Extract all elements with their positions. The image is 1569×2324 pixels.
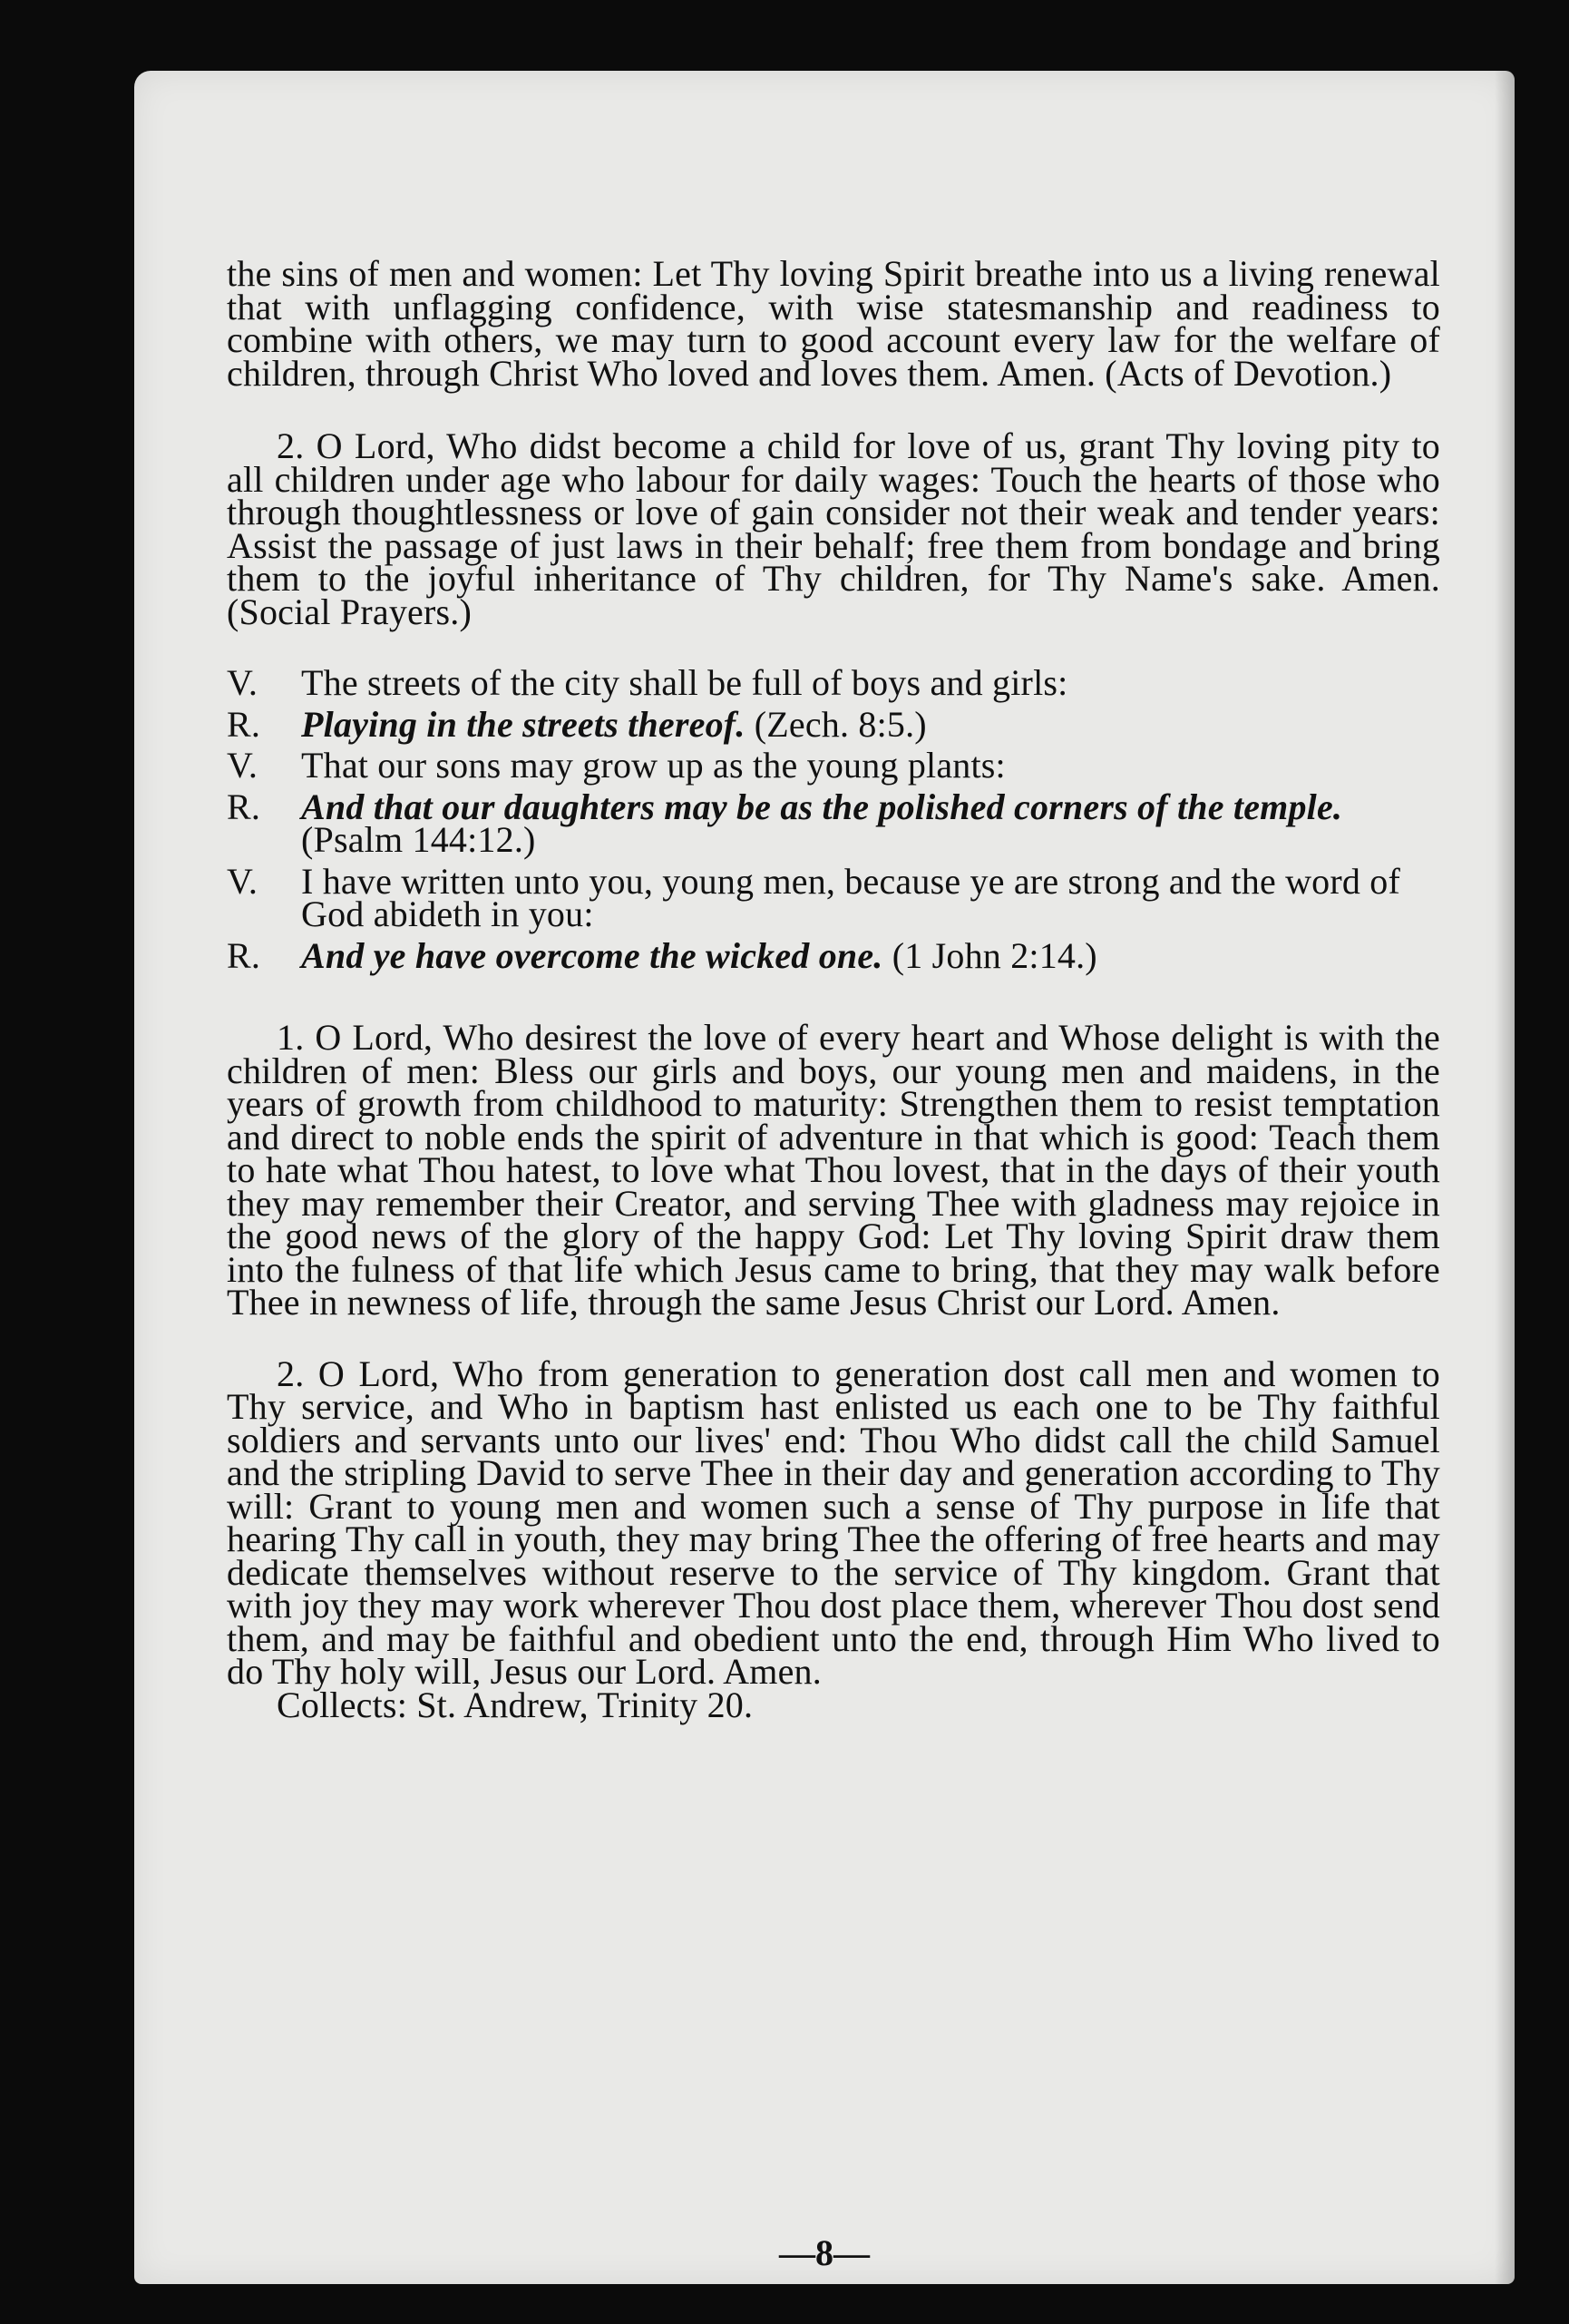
versicle-text: That our sons may grow up as the young plants: bbox=[301, 745, 1006, 786]
response-text: And that our daughters may be as the polished corners of the temple. bbox=[301, 786, 1343, 827]
collects-line: Collects: St. Andrew, Trinity 20. bbox=[277, 1684, 754, 1725]
response-body bbox=[301, 786, 1440, 860]
versicle-row bbox=[227, 662, 1440, 703]
intro-paragraph: the sins of men and women: Let Thy loving Spirit breathe into us a living renewal that with unflagging confidence, with wise statesmanship and readiness to combine with others, we may turn to good account every law for the welfare of children, through Christ Who loved and loves them. Amen. (Acts of Devotion.) bbox=[227, 253, 1440, 394]
page-number: —8— bbox=[779, 2232, 870, 2273]
versicle-marker: V. bbox=[227, 662, 258, 703]
versicle-row bbox=[227, 745, 1440, 786]
response-body bbox=[301, 934, 1440, 976]
page-edge-shadow bbox=[1495, 71, 1515, 2284]
response-text: And ye have overcome the wicked one. bbox=[301, 934, 883, 976]
response-row bbox=[227, 703, 1440, 745]
book-page bbox=[134, 71, 1515, 2284]
versicle-marker: V. bbox=[227, 745, 258, 786]
response-marker: R. bbox=[227, 786, 261, 827]
response-body bbox=[301, 703, 1440, 745]
scripture-reference: (Zech. 8:5.) bbox=[754, 703, 927, 745]
versicles-list bbox=[227, 662, 1440, 976]
prayer-one-youth: 1. O Lord, Who desirest the love of every heart and Whose delight is with the children of men: Bless our girls and boys, our young men and maidens, in the years of growth from childhood to maturity: Strengthen them to resist temptation and direct to noble ends the spirit of adventure in that which is good: Teach them to hate what Thou hatest, to love what Thou lovest, that in the days of their youth they may remember their Creator, and serving Thee with gladness may rejoice in the good news of the glory of the happy God: Let Thy loving Spirit draw them into the fulness of that life which Jesus came to bring, that they may walk before Thee in newness of life, through the same Jesus Christ our Lord. Amen. bbox=[227, 1017, 1440, 1323]
versicle-text: The streets of the city shall be full of boys and girls: bbox=[301, 662, 1068, 703]
scripture-reference: (Psalm 144:12.) bbox=[301, 819, 536, 860]
response-marker: R. bbox=[227, 934, 261, 976]
versicle-text: I have written unto you, young men, because ye are strong and the word of God abideth in you: bbox=[301, 860, 1401, 934]
response-row bbox=[227, 934, 1440, 976]
versicle-marker: V. bbox=[227, 860, 258, 902]
versicle-row bbox=[227, 860, 1440, 934]
response-text: Playing in the streets thereof. bbox=[301, 703, 746, 745]
response-marker: R. bbox=[227, 703, 261, 745]
prayer-two-vocation: 2. O Lord, Who from generation to generation dost call men and women to Thy service, and Who in baptism hast enlisted us each one to be Thy faithful soldiers and servants unto our lives' end: Thou Who didst call the child Samuel and the stripling David to serve Thee in their day and generation according to Thy will: Grant to young men and women such a sense of Thy purpose in life that hearing Thy call in youth, they may bring Thee the offering of free hearts and may dedicate themselves without reserve to the service of Thy kingdom. Grant that with joy they may work wherever Thou dost place them, wherever Thou dost send them, and may be faithful and obedient unto the end, through Him Who lived to do Thy holy will, Jesus our Lord. Amen. bbox=[227, 1352, 1440, 1692]
prayer-two-social: 2. O Lord, Who didst become a child for love of us, grant Thy loving pity to all children under age who labour for daily wages: Touch the hearts of those who through thoughtlessness or love of gain consider not their weak and tender years: Assist the passage of just laws in their behalf; free them from bondage and bring them to the joyful inheritance of Thy children, for Thy Name's sake. Amen. (Social Prayers.) bbox=[227, 425, 1440, 632]
response-row bbox=[227, 786, 1440, 860]
page-text bbox=[227, 253, 1440, 1725]
scripture-reference: (1 John 2:14.) bbox=[892, 934, 1097, 976]
